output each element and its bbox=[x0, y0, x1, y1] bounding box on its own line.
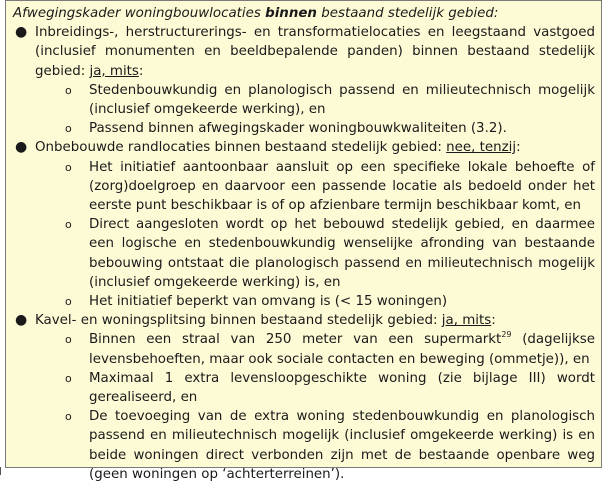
page-corner-mark bbox=[0, 467, 7, 475]
condition-item: o De toevoeging van de extra woning stedenbouwkundig en planologisch passend en milieutechnisch mogelijk (inclusief omgekeerde werking) is en beide woningen direct verbonden zijn met de bestaande openbare weg (geen woningen op ‘achterterreinen’). bbox=[65, 409, 595, 482]
circle-bullet-icon: o bbox=[65, 295, 72, 309]
circle-bullet-icon: o bbox=[65, 218, 72, 232]
circle-bullet-icon: o bbox=[65, 160, 72, 174]
disc-bullet-icon: ● bbox=[15, 24, 28, 41]
condition-item: o Direct aangesloten wordt op het bebouwd stedelijk gebied, en daarmee een logische en stedenbouwkundig wenselijke afronding van bestaande bebouwing ontstaat die planologisch passend en milieutechnisch mogelijk (inclusief omgekeerde werking) is, en bbox=[65, 217, 595, 290]
section-item: ● Onbebouwde randlocaties binnen bestaand stedelijk gebied: nee, tenzij: bbox=[11, 138, 595, 157]
circle-bullet-icon: o bbox=[65, 122, 72, 136]
section-item: ● Inbreidings-, herstructurerings- en transformatielocaties en leegstaand vastgoed (inclusief monumenten en beeldbepalende panden) binnen bestaand stedelijk gebied: ja, mits: bbox=[15, 24, 595, 79]
circle-bullet-icon: o bbox=[65, 83, 72, 97]
disc-bullet-icon: ● bbox=[15, 312, 28, 329]
footnote-ref: 29 bbox=[501, 330, 512, 340]
condition-item: o Binnen een straal van 250 meter van een supermarkt$^{29}$ (dagelijkse levensbehoeften, maar ook sociale contacten en beweging (ommetje)), en bbox=[65, 330, 595, 367]
condition-item: o Stedenbouwkundig en planologisch passend en milieutechnisch mogelijk (inclusief omgekeerde werking), en bbox=[65, 82, 595, 118]
condition-item: o Het initiatief aantoonbaar aansluit op een specifieke lokale behoefte of (zorg)doelgroep en daarvoor een passende locatie als bedoeld onder het eerste punt beschikbaar is of op afzienbare termijn beschikbaar komt, en bbox=[65, 159, 595, 214]
verdict-label: ja, mits bbox=[441, 313, 492, 329]
section-item: ● Kavel- en woningsplitsing binnen bestaand stedelijk gebied: ja, mits: bbox=[11, 311, 595, 330]
condition-item: o Passend binnen afwegingskader woningbouwkwaliteiten (3.2). bbox=[11, 119, 595, 138]
circle-bullet-icon: o bbox=[65, 371, 72, 385]
circle-bullet-icon: o bbox=[65, 410, 72, 424]
circle-bullet-icon: o bbox=[65, 333, 72, 347]
condition-item: o Maximaal 1 extra levensloopgeschikte woning (zie bijlage III) wordt gerealiseerd, en bbox=[65, 370, 595, 406]
disc-bullet-icon: ● bbox=[15, 139, 28, 156]
verdict-label: nee, tenzij bbox=[446, 140, 517, 156]
framework-title: Afwegingskader woningbouwlocaties binnen bestaand stedelijk gebied: bbox=[13, 6, 499, 21]
policy-framework-box bbox=[5, 0, 602, 482]
verdict-label: ja, mits bbox=[89, 63, 139, 79]
condition-item: o Het initiatief beperkt van omvang is (< 15 woningen) bbox=[11, 292, 595, 311]
